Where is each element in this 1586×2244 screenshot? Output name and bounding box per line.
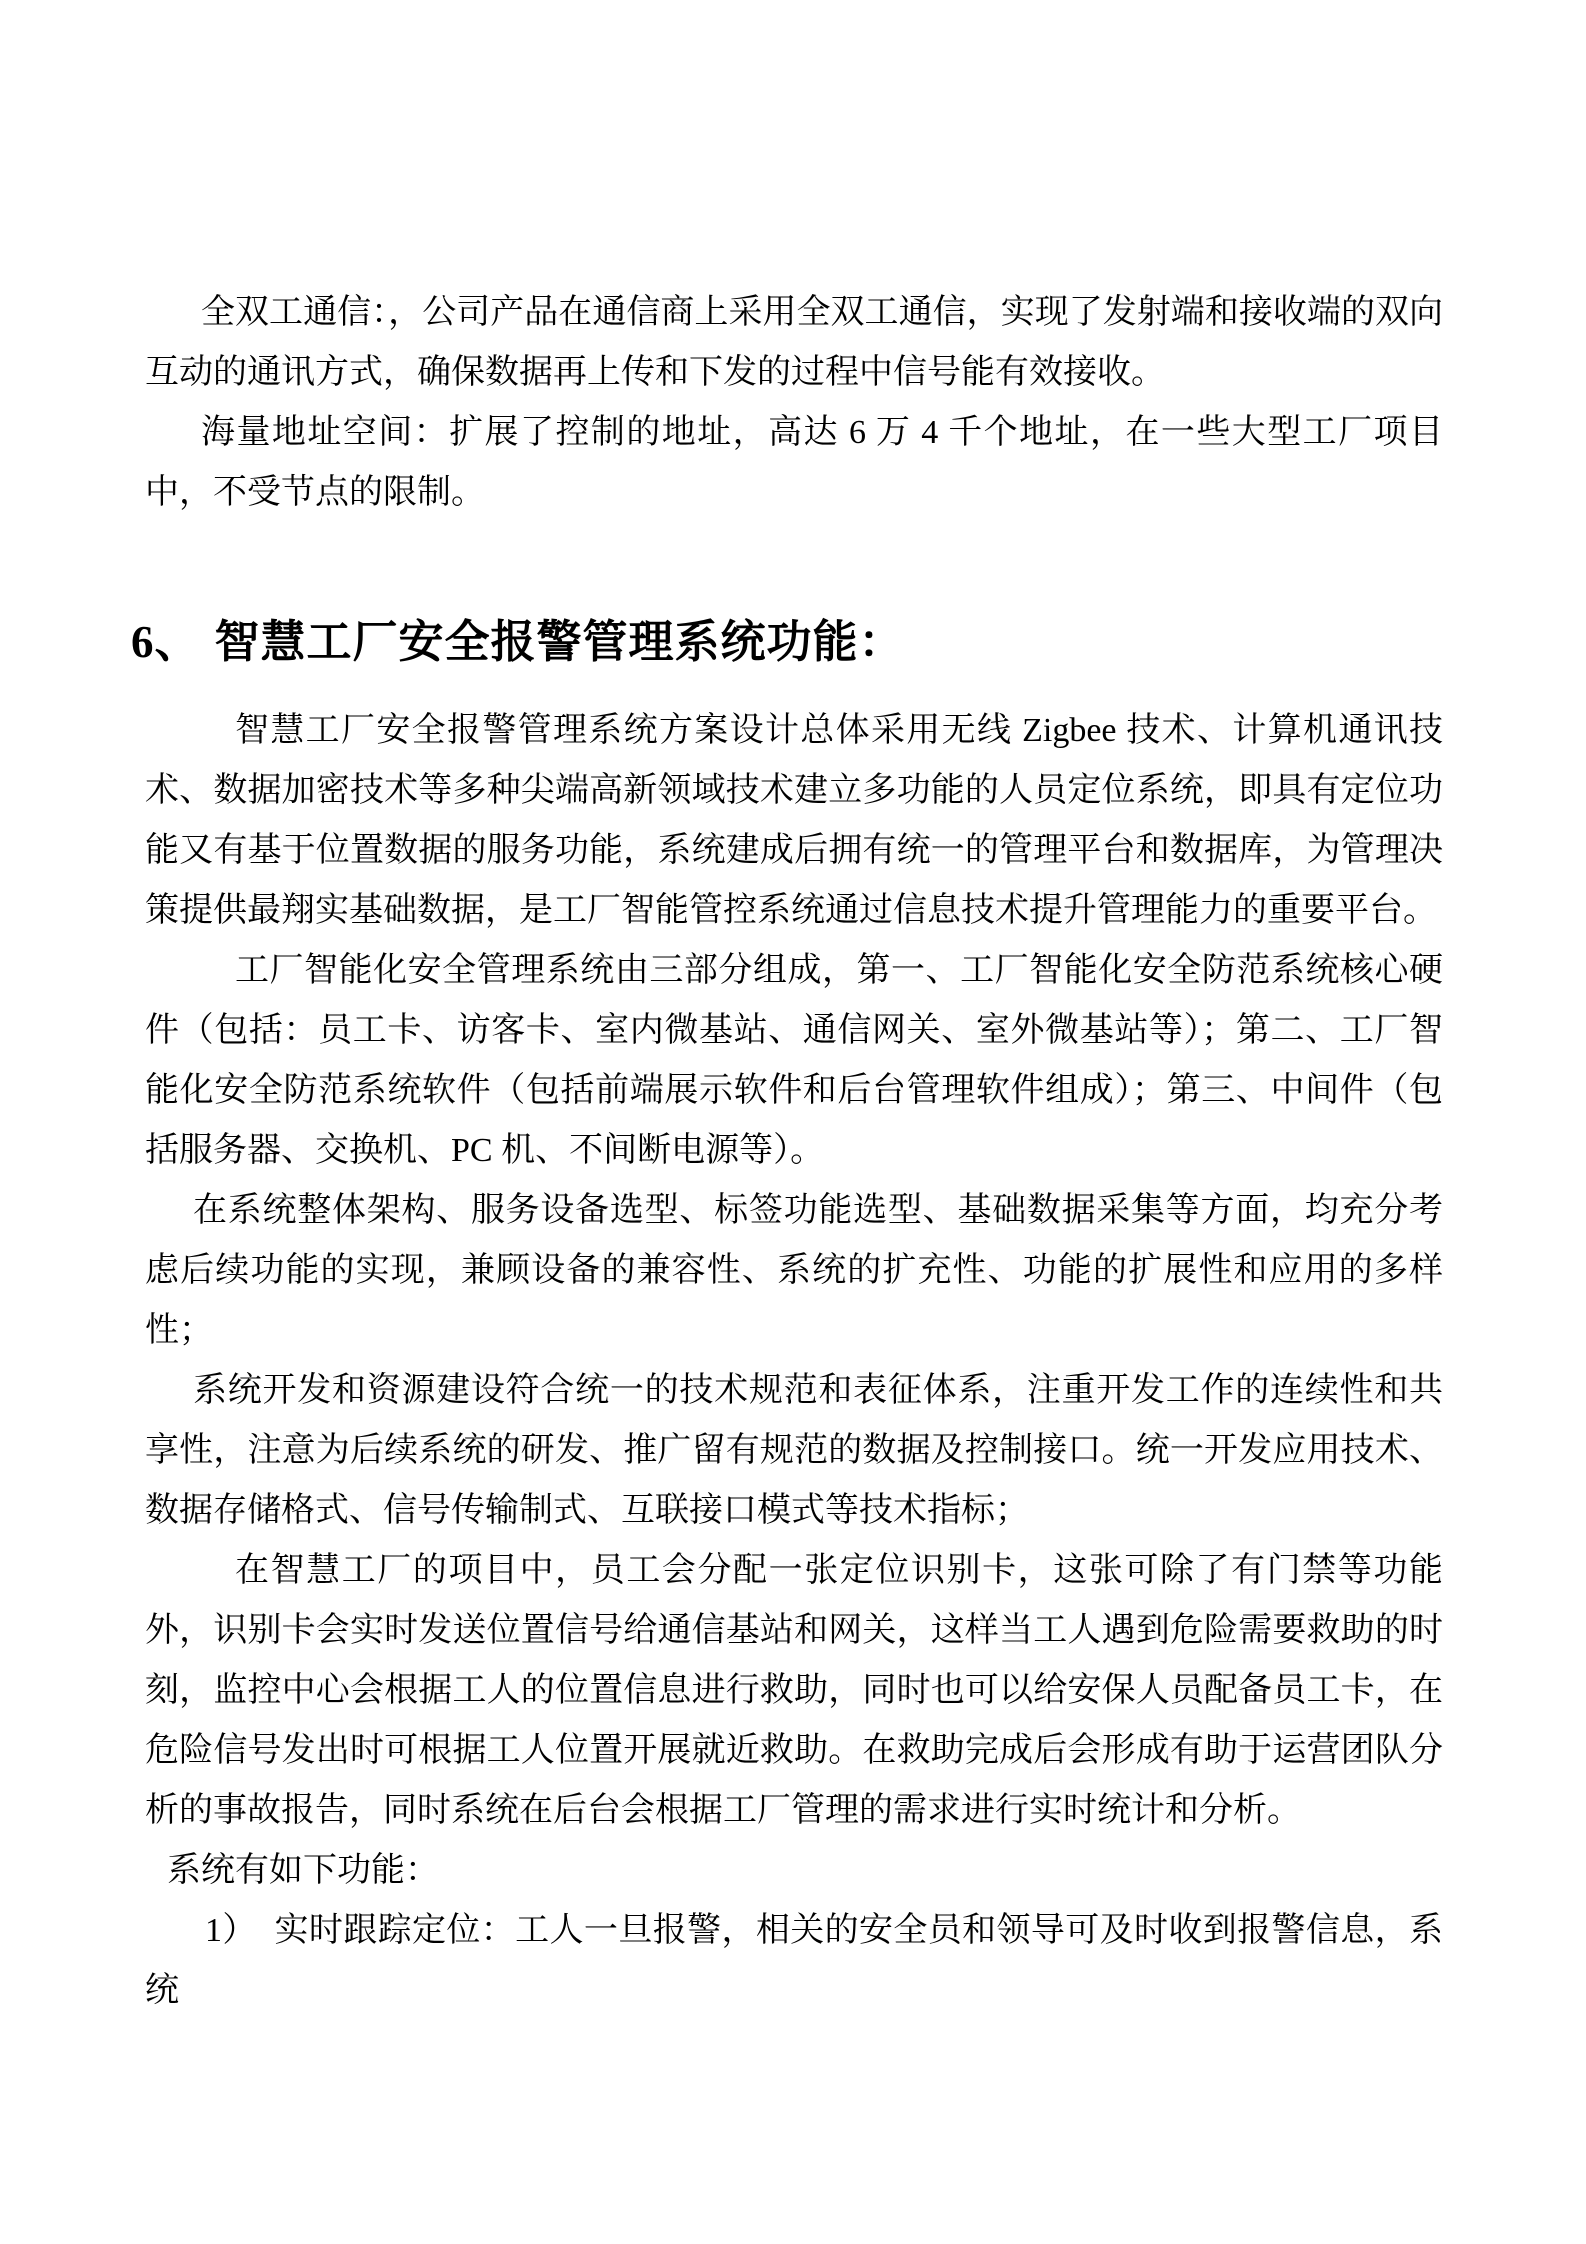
list-item-realtime-tracking	[145, 1901, 1443, 2021]
section-heading-number: 6、	[131, 617, 201, 667]
paragraph-system-three-parts: 工厂智能化安全管理系统由三部分组成，第一、工厂智能化安全防范系统核心硬件（包括：员工卡、访客卡、室内微基站、通信网关、室外微基站等）；第二、工厂智能化安全防范系统软件（包括前端展示软件和后台管理软件组成）；第三、中间件（包括服务器、交换机、PC 机、不间断电源等）。	[145, 952, 1443, 1169]
paragraph-massive-address-space: 海量地址空间：扩展了控制的地址，高达 6 万 4 千个地址，在一些大型工厂项目中，不受节点的限制。	[145, 414, 1443, 511]
section-heading	[131, 609, 1443, 675]
paragraph-development-standards: 系统开发和资源建设符合统一的技术规范和表征体系，注重开发工作的连续性和共享性，注意为后续系统的研发、推广留有规范的数据及控制接口。统一开发应用技术、数据存储格式、信号传输制式、互联接口模式等技术指标；	[145, 1372, 1443, 1529]
paragraph-functions-lead-in: 系统有如下功能：	[167, 1852, 439, 1889]
paragraph-system-design-overview: 智慧工厂安全报警管理系统方案设计总体采用无线 Zigbee 技术、计算机通讯技术、数据加密技术等多种尖端高新领域技术建立多功能的人员定位系统，即具有定位功能又有基于位置数据的服务功能，系统建成后拥有统一的管理平台和数据库，为管理决策提供最翔实基础数据，是工厂智能管控系统通过信息技术提升管理能力的重要平台。	[145, 712, 1443, 929]
document-content	[131, 283, 1444, 2021]
list-item-marker: 1）	[205, 1912, 257, 1949]
list-item-text: 实时跟踪定位：工人一旦报警，相关的安全员和领导可及时收到报警信息，系统	[145, 1912, 1444, 2009]
paragraph-architecture-considerations: 在系统整体架构、服务设备选型、标签功能选型、基础数据采集等方面，均充分考虑后续功能的实现，兼顾设备的兼容性、系统的扩充性、功能的扩展性和应用的多样性；	[145, 1192, 1443, 1349]
section-heading-title: 智慧工厂安全报警管理系统功能：	[214, 617, 905, 667]
paragraph-full-duplex-communication: 全双工通信：，公司产品在通信商上采用全双工通信，实现了发射端和接收端的双向互动的通讯方式，确保数据再上传和下发的过程中信号能有效接收。	[145, 294, 1443, 391]
list-item-spacer	[257, 1912, 275, 1949]
paragraph-positioning-card-workflow: 在智慧工厂的项目中，员工会分配一张定位识别卡，这张可除了有门禁等功能外，识别卡会实时发送位置信号给通信基站和网关，这样当工人遇到危险需要救助的时刻，监控中心会根据工人的位置信息进行救助，同时也可以给安保人员配备员工卡，在危险信号发出时可根据工人位置开展就近救助。在救助完成后会形成有助于运营团队分析的事故报告，同时系统在后台会根据工厂管理的需求进行实时统计和分析。	[145, 1552, 1443, 1829]
